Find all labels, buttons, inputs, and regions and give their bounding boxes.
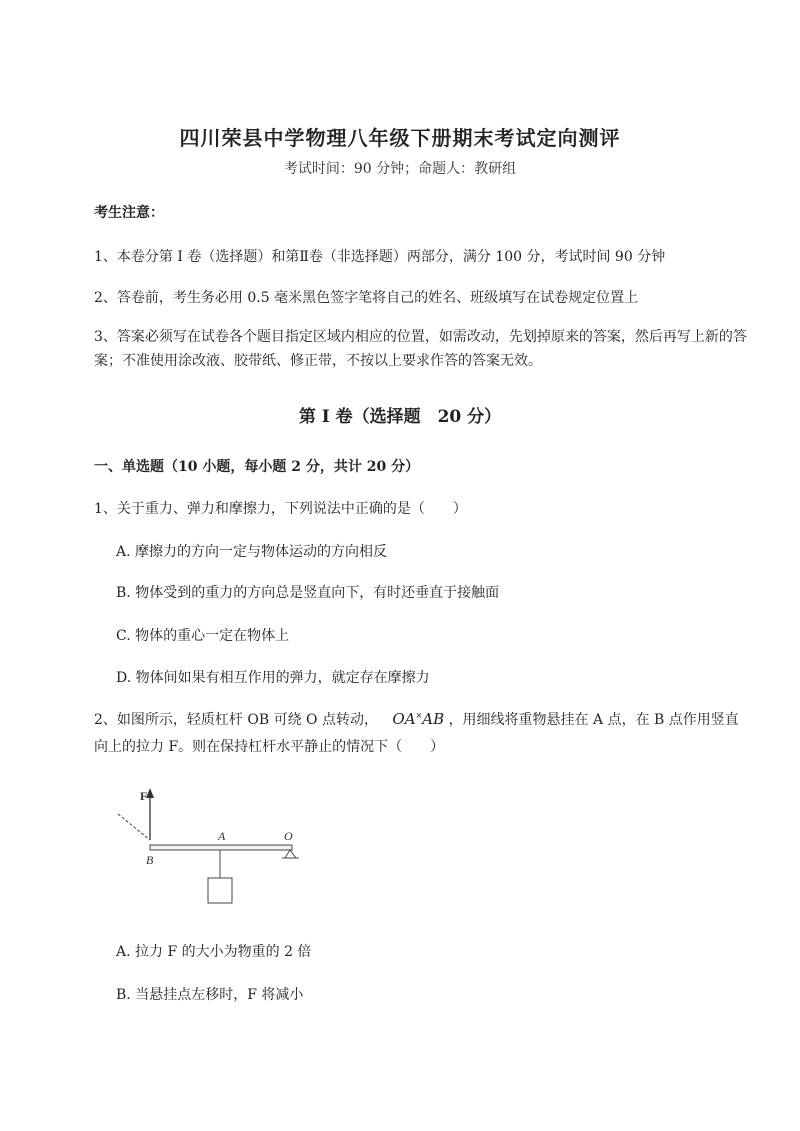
formula-operator: × [415,711,423,720]
notice-heading: 考生注意： [94,205,164,221]
question-1-option-a[interactable]: A. 摩擦力的方向一定与物体运动的方向相反 [116,544,388,560]
label-b: B [146,853,154,867]
question-1-option-c[interactable]: C. 物体的重心一定在物体上 [116,628,290,644]
part-heading: 一、单选题（10 小题，每小题 2 分，共计 20 分） [94,459,420,475]
question-1-stem: 1、关于重力、弹力和摩擦力，下列说法中正确的是（ ） [94,501,467,517]
exam-info: 考试时间：90 分钟；命题人：教研组 [283,161,517,177]
section-title: 第 I 卷（选择题 20 分） [298,407,502,427]
lever-diagram [110,780,310,910]
question-2-stem-part2: ，用细线将重物悬挂在 A 点，在 B 点作用竖直 [448,712,739,728]
dashed-force-line [118,814,150,840]
ratio-formula [392,710,444,728]
question-2-option-a[interactable]: A. 拉力 F 的大小为物重的 2 倍 [116,944,312,960]
notice-item-3: 3、答案必须写在试卷各个题目指定区域内相应的位置，如需改动，先划掉原来的答案，然后再写上新的答案；不准使用涂改液、胶带纸、修正带，不按以上要求作答的答案无效。 [94,329,747,369]
formula-oa: OA [392,710,416,728]
question-2-stem-part1: 2、如图所示，轻质杠杆 OB 可绕 O 点转动， [94,712,378,728]
notice-item-2: 2、答卷前，考生务必用 0.5 毫米黑色签字笔将自己的姓名、班级填写在试卷规定位置上 [94,290,639,306]
label-f: F [140,789,148,803]
question-2-stem-line1 [94,709,739,729]
weight-block [208,878,232,903]
label-o: O [284,829,293,843]
page-title: 四川荣县中学物理八年级下册期末考试定向测评 [179,126,621,150]
question-2-option-b[interactable]: B. 当悬挂点左移时，F 将减小 [116,987,304,1003]
lever-bar [150,845,292,850]
question-2-stem-line2: 向上的拉力 F。则在保持杠杆水平静止的情况下（ ） [94,739,445,755]
formula-ab: AB [422,710,445,728]
question-1-option-b[interactable]: B. 物体受到的重力的方向总是竖直向下，有时还垂直于接触面 [116,585,500,601]
pivot-support [282,850,299,858]
question-1-option-d[interactable]: D. 物体间如果有相互作用的弹力，就定存在摩擦力 [116,670,430,686]
label-a: A [218,829,226,843]
notice-item-1: 1、本卷分第 I 卷（选择题）和第Ⅱ卷（非选择题）两部分，满分 100 分，考试时间 90 分钟 [94,249,666,265]
